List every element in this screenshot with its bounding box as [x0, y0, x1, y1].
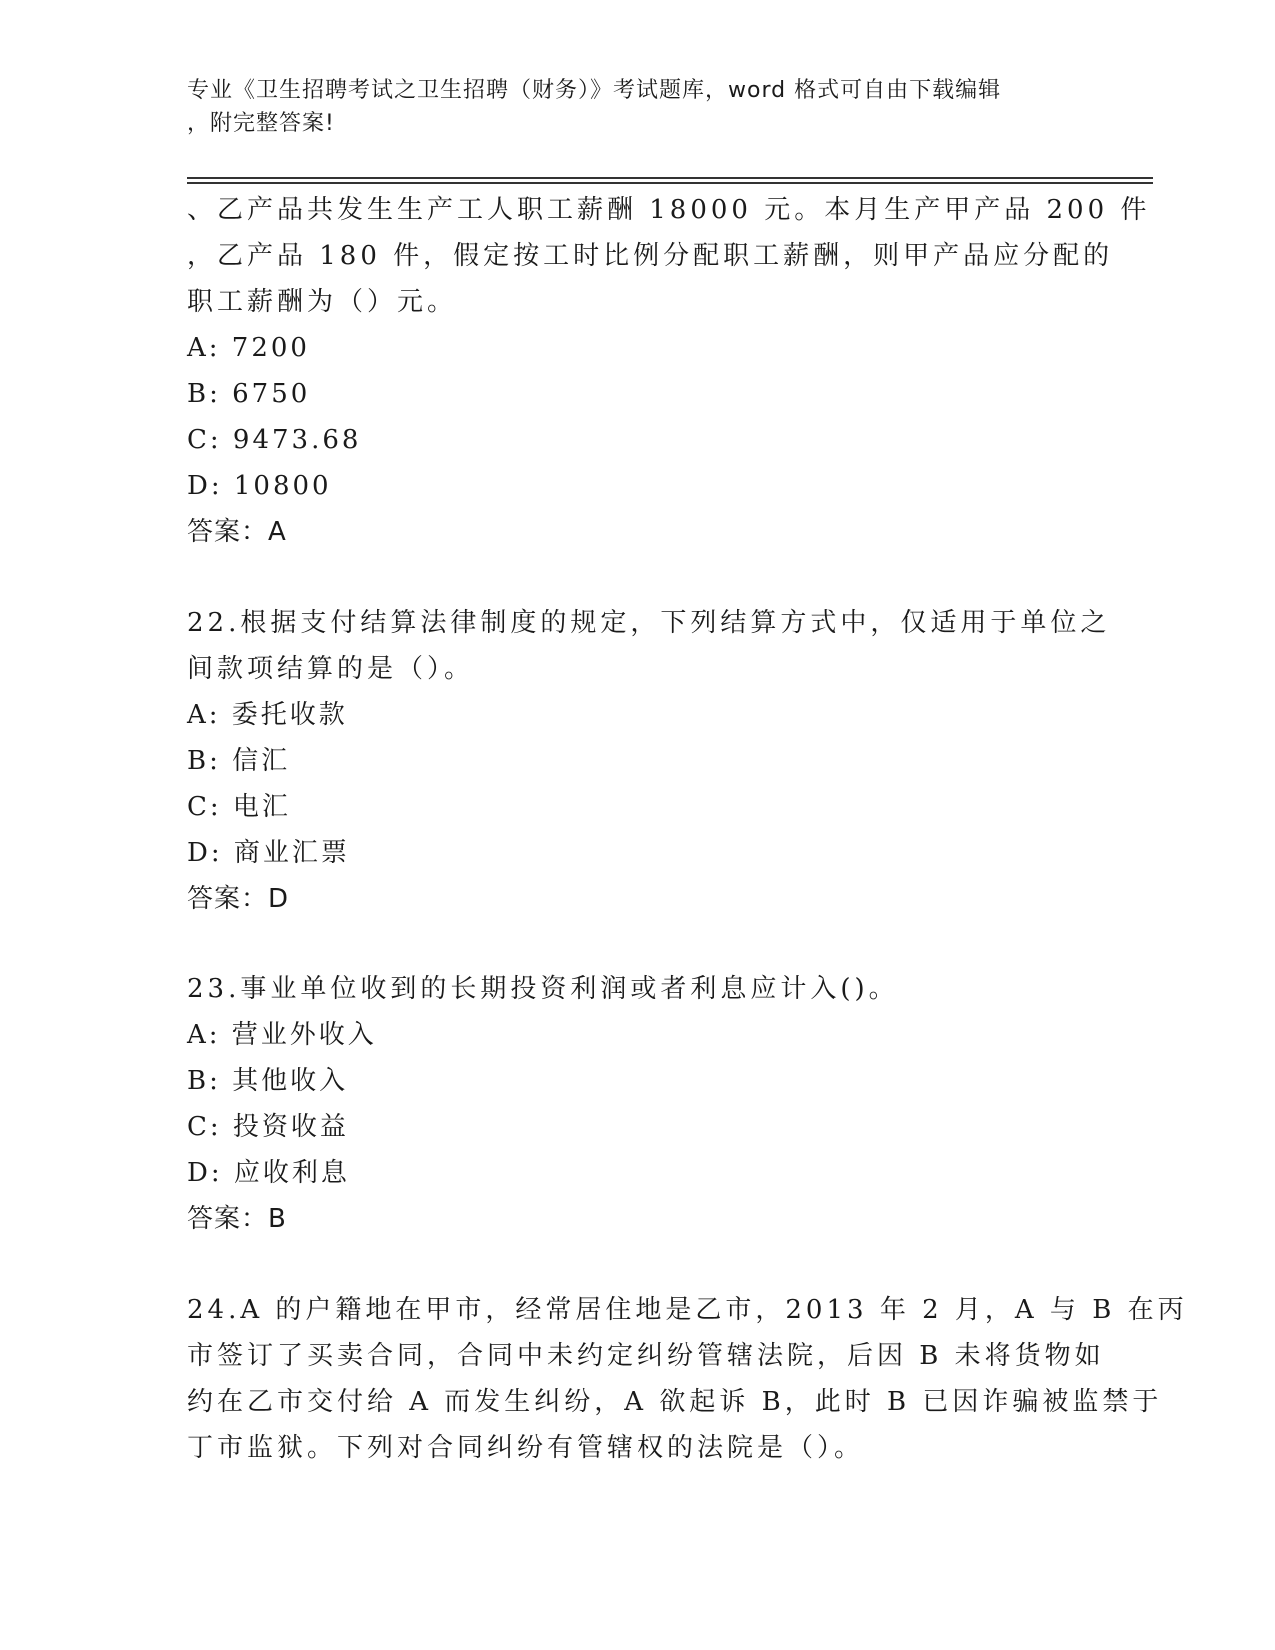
question-21-option-c: C: 9473.68: [187, 425, 362, 455]
question-23-option-d: D: 应收利息: [187, 1158, 350, 1188]
question-22-option-d: D: 商业汇票: [187, 838, 350, 868]
question-22-option-b: B: 信汇: [187, 746, 291, 776]
question-23-answer: 答案：B: [187, 1204, 287, 1234]
header-rule-bottom: [187, 182, 1153, 184]
question-24-line-3: 约在乙市交付给 A 而发生纠纷，A 欲起诉 B，此时 B 已因诈骗被监禁于: [187, 1387, 1163, 1417]
question-21-line-2: ，乙产品 180 件，假定按工时比例分配职工薪酬，则甲产品应分配的: [187, 241, 1114, 271]
question-22-answer: 答案：D: [187, 884, 290, 914]
question-22-option-a: A: 委托收款: [187, 700, 348, 730]
question-23-option-c: C: 投资收益: [187, 1112, 349, 1142]
question-22-line-1: 22.根据支付结算法律制度的规定，下列结算方式中，仅适用于单位之: [187, 608, 1111, 638]
question-24-line-4: 丁市监狱。下列对合同纠纷有管辖权的法院是（）。: [187, 1433, 865, 1463]
question-21-line-1: 、乙产品共发生生产工人职工薪酬 18000 元。本月生产甲产品 200 件: [187, 195, 1151, 225]
question-21-option-a: A: 7200: [187, 333, 310, 363]
header-line-2: ，附完整答案!: [187, 111, 335, 136]
header-line-1: 专业《卫生招聘考试之卫生招聘（财务）》考试题库，word 格式可自由下载编辑: [187, 78, 1002, 103]
question-23-line-1: 23.事业单位收到的长期投资利润或者利息应计入()。: [187, 974, 899, 1004]
question-21-option-b: B: 6750: [187, 379, 311, 409]
question-23-option-a: A: 营业外收入: [187, 1020, 377, 1050]
question-21-answer: 答案：A: [187, 517, 287, 547]
question-24-line-2: 市签订了买卖合同，合同中未约定纠纷管辖法院，后因 B 未将货物如: [187, 1341, 1105, 1371]
question-23-option-b: B: 其他收入: [187, 1066, 349, 1096]
document-header: [187, 74, 1067, 140]
question-24-line-1: 24.A 的户籍地在甲市，经常居住地是乙市，2013 年 2 月，A 与 B 在丙: [187, 1295, 1188, 1325]
header-rule-top: [187, 177, 1153, 179]
question-21-option-d: D: 10800: [187, 471, 332, 501]
question-22-option-c: C: 电汇: [187, 792, 291, 822]
question-21-line-3: 职工薪酬为（）元。: [187, 287, 458, 317]
question-22-line-2: 间款项结算的是（）。: [187, 654, 475, 684]
